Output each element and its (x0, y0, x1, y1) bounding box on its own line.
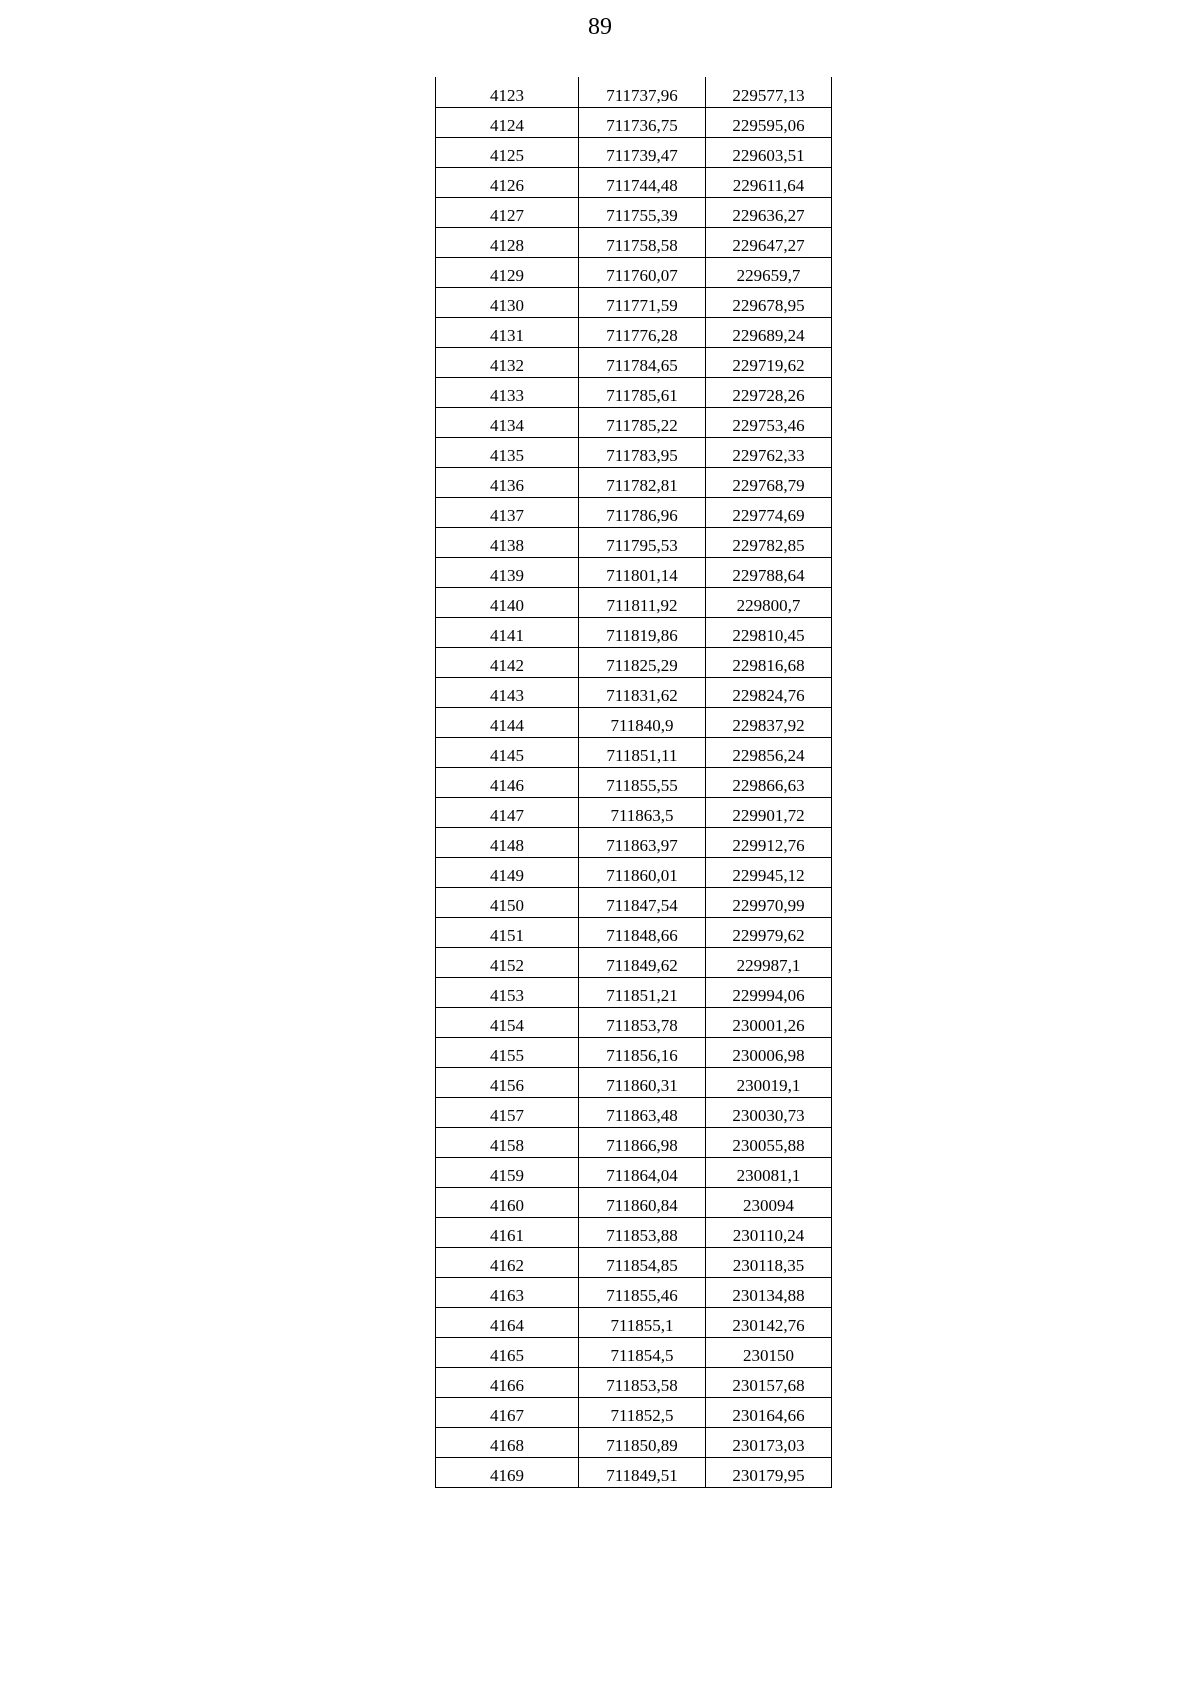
y-coordinate-cell: 229768,79 (706, 467, 832, 497)
x-coordinate-cell: 711847,54 (579, 887, 706, 917)
point-number-cell: 4149 (436, 857, 579, 887)
point-number-cell: 4143 (436, 677, 579, 707)
table-row (436, 767, 832, 797)
y-coordinate-cell: 230173,03 (706, 1427, 832, 1457)
y-coordinate-cell: 230110,24 (706, 1217, 832, 1247)
y-coordinate-cell: 229659,7 (706, 257, 832, 287)
table-row (436, 1037, 832, 1067)
table-row (436, 317, 832, 347)
table-row (436, 1367, 832, 1397)
point-number-cell: 4169 (436, 1457, 579, 1487)
y-coordinate-cell: 230030,73 (706, 1097, 832, 1127)
x-coordinate-cell: 711855,46 (579, 1277, 706, 1307)
page-number: 89 (588, 14, 612, 40)
table-row (436, 1307, 832, 1337)
point-number-cell: 4145 (436, 737, 579, 767)
point-number-cell: 4138 (436, 527, 579, 557)
x-coordinate-cell: 711855,1 (579, 1307, 706, 1337)
point-number-cell: 4151 (436, 917, 579, 947)
y-coordinate-cell: 229970,99 (706, 887, 832, 917)
point-number-cell: 4157 (436, 1097, 579, 1127)
x-coordinate-cell: 711736,75 (579, 107, 706, 137)
point-number-cell: 4165 (436, 1337, 579, 1367)
table-row (436, 1397, 832, 1427)
table-row (436, 227, 832, 257)
y-coordinate-cell: 229636,27 (706, 197, 832, 227)
table-row (436, 1457, 832, 1487)
point-number-cell: 4131 (436, 317, 579, 347)
table-row (436, 107, 832, 137)
point-number-cell: 4168 (436, 1427, 579, 1457)
table-row (436, 1127, 832, 1157)
point-number-cell: 4123 (436, 77, 579, 107)
x-coordinate-cell: 711863,48 (579, 1097, 706, 1127)
point-number-cell: 4134 (436, 407, 579, 437)
y-coordinate-cell: 229994,06 (706, 977, 832, 1007)
y-coordinate-cell: 229912,76 (706, 827, 832, 857)
table-row (436, 857, 832, 887)
x-coordinate-cell: 711782,81 (579, 467, 706, 497)
y-coordinate-cell: 230001,26 (706, 1007, 832, 1037)
y-coordinate-cell: 229788,64 (706, 557, 832, 587)
x-coordinate-cell: 711854,5 (579, 1337, 706, 1367)
table-row (436, 467, 832, 497)
x-coordinate-cell: 711860,31 (579, 1067, 706, 1097)
table-row (436, 287, 832, 317)
y-coordinate-cell: 229782,85 (706, 527, 832, 557)
point-number-cell: 4163 (436, 1277, 579, 1307)
y-coordinate-cell: 230055,88 (706, 1127, 832, 1157)
table-row (436, 887, 832, 917)
point-number-cell: 4129 (436, 257, 579, 287)
y-coordinate-cell: 230094 (706, 1187, 832, 1217)
x-coordinate-cell: 711855,55 (579, 767, 706, 797)
table-row (436, 407, 832, 437)
table-row (436, 437, 832, 467)
x-coordinate-cell: 711849,62 (579, 947, 706, 977)
y-coordinate-cell: 229753,46 (706, 407, 832, 437)
x-coordinate-cell: 711760,07 (579, 257, 706, 287)
point-number-cell: 4155 (436, 1037, 579, 1067)
point-number-cell: 4167 (436, 1397, 579, 1427)
x-coordinate-cell: 711831,62 (579, 677, 706, 707)
y-coordinate-cell: 229577,13 (706, 77, 832, 107)
table-row (436, 707, 832, 737)
point-number-cell: 4126 (436, 167, 579, 197)
x-coordinate-cell: 711853,58 (579, 1367, 706, 1397)
table-row (436, 827, 832, 857)
point-number-cell: 4158 (436, 1127, 579, 1157)
point-number-cell: 4159 (436, 1157, 579, 1187)
x-coordinate-cell: 711758,58 (579, 227, 706, 257)
table-row (436, 1007, 832, 1037)
y-coordinate-cell: 229816,68 (706, 647, 832, 677)
table-row (436, 617, 832, 647)
y-coordinate-cell: 229810,45 (706, 617, 832, 647)
point-number-cell: 4130 (436, 287, 579, 317)
x-coordinate-cell: 711811,92 (579, 587, 706, 617)
table-row (436, 137, 832, 167)
x-coordinate-cell: 711783,95 (579, 437, 706, 467)
y-coordinate-cell: 229728,26 (706, 377, 832, 407)
point-number-cell: 4128 (436, 227, 579, 257)
table-row (436, 677, 832, 707)
y-coordinate-cell: 229595,06 (706, 107, 832, 137)
table-row (436, 1277, 832, 1307)
table-row (436, 1187, 832, 1217)
point-number-cell: 4161 (436, 1217, 579, 1247)
y-coordinate-cell: 229647,27 (706, 227, 832, 257)
y-coordinate-cell: 229987,1 (706, 947, 832, 977)
point-number-cell: 4137 (436, 497, 579, 527)
x-coordinate-cell: 711819,86 (579, 617, 706, 647)
point-number-cell: 4125 (436, 137, 579, 167)
y-coordinate-cell: 229689,24 (706, 317, 832, 347)
table-row (436, 737, 832, 767)
x-coordinate-cell: 711785,61 (579, 377, 706, 407)
table-row (436, 527, 832, 557)
x-coordinate-cell: 711856,16 (579, 1037, 706, 1067)
table-row (436, 557, 832, 587)
point-number-cell: 4144 (436, 707, 579, 737)
point-number-cell: 4124 (436, 107, 579, 137)
x-coordinate-cell: 711771,59 (579, 287, 706, 317)
x-coordinate-cell: 711840,9 (579, 707, 706, 737)
point-number-cell: 4127 (436, 197, 579, 227)
x-coordinate-cell: 711863,5 (579, 797, 706, 827)
y-coordinate-cell: 229979,62 (706, 917, 832, 947)
y-coordinate-cell: 229762,33 (706, 437, 832, 467)
point-number-cell: 4146 (436, 767, 579, 797)
point-number-cell: 4139 (436, 557, 579, 587)
point-number-cell: 4150 (436, 887, 579, 917)
x-coordinate-cell: 711860,84 (579, 1187, 706, 1217)
x-coordinate-cell: 711851,11 (579, 737, 706, 767)
table-row (436, 587, 832, 617)
x-coordinate-cell: 711864,04 (579, 1157, 706, 1187)
y-coordinate-cell: 229945,12 (706, 857, 832, 887)
point-number-cell: 4166 (436, 1367, 579, 1397)
x-coordinate-cell: 711795,53 (579, 527, 706, 557)
point-number-cell: 4132 (436, 347, 579, 377)
y-coordinate-cell: 230157,68 (706, 1367, 832, 1397)
table-row (436, 647, 832, 677)
point-number-cell: 4156 (436, 1067, 579, 1097)
x-coordinate-cell: 711737,96 (579, 77, 706, 107)
y-coordinate-cell: 229837,92 (706, 707, 832, 737)
y-coordinate-cell: 230019,1 (706, 1067, 832, 1097)
x-coordinate-cell: 711854,85 (579, 1247, 706, 1277)
x-coordinate-cell: 711849,51 (579, 1457, 706, 1487)
table-row (436, 497, 832, 527)
x-coordinate-cell: 711744,48 (579, 167, 706, 197)
x-coordinate-cell: 711755,39 (579, 197, 706, 227)
table-row (436, 947, 832, 977)
x-coordinate-cell: 711863,97 (579, 827, 706, 857)
x-coordinate-cell: 711801,14 (579, 557, 706, 587)
y-coordinate-cell: 229603,51 (706, 137, 832, 167)
x-coordinate-cell: 711851,21 (579, 977, 706, 1007)
point-number-cell: 4142 (436, 647, 579, 677)
point-number-cell: 4141 (436, 617, 579, 647)
point-number-cell: 4135 (436, 437, 579, 467)
y-coordinate-cell: 230118,35 (706, 1247, 832, 1277)
x-coordinate-cell: 711853,88 (579, 1217, 706, 1247)
x-coordinate-cell: 711786,96 (579, 497, 706, 527)
table-row (436, 77, 832, 107)
x-coordinate-cell: 711776,28 (579, 317, 706, 347)
y-coordinate-cell: 229800,7 (706, 587, 832, 617)
table-row (436, 377, 832, 407)
y-coordinate-cell: 229866,63 (706, 767, 832, 797)
point-number-cell: 4152 (436, 947, 579, 977)
y-coordinate-cell: 229856,24 (706, 737, 832, 767)
y-coordinate-cell: 230134,88 (706, 1277, 832, 1307)
table-row (436, 347, 832, 377)
y-coordinate-cell: 230179,95 (706, 1457, 832, 1487)
x-coordinate-cell: 711825,29 (579, 647, 706, 677)
table-row (436, 917, 832, 947)
x-coordinate-cell: 711785,22 (579, 407, 706, 437)
point-number-cell: 4147 (436, 797, 579, 827)
y-coordinate-cell: 229678,95 (706, 287, 832, 317)
point-number-cell: 4162 (436, 1247, 579, 1277)
point-number-cell: 4164 (436, 1307, 579, 1337)
x-coordinate-cell: 711850,89 (579, 1427, 706, 1457)
table-row (436, 1337, 832, 1367)
coordinates-table-body (436, 77, 832, 1487)
table-row (436, 977, 832, 1007)
table-row (436, 1427, 832, 1457)
table-row (436, 167, 832, 197)
x-coordinate-cell: 711866,98 (579, 1127, 706, 1157)
x-coordinate-cell: 711848,66 (579, 917, 706, 947)
y-coordinate-cell: 229824,76 (706, 677, 832, 707)
table-row (436, 197, 832, 227)
y-coordinate-cell: 229774,69 (706, 497, 832, 527)
table-row (436, 1217, 832, 1247)
y-coordinate-cell: 229611,64 (706, 167, 832, 197)
table-row (436, 1097, 832, 1127)
table-row (436, 1067, 832, 1097)
point-number-cell: 4136 (436, 467, 579, 497)
coordinates-table (435, 77, 832, 1488)
x-coordinate-cell: 711853,78 (579, 1007, 706, 1037)
x-coordinate-cell: 711739,47 (579, 137, 706, 167)
y-coordinate-cell: 230164,66 (706, 1397, 832, 1427)
y-coordinate-cell: 229719,62 (706, 347, 832, 377)
x-coordinate-cell: 711852,5 (579, 1397, 706, 1427)
y-coordinate-cell: 230081,1 (706, 1157, 832, 1187)
y-coordinate-cell: 230006,98 (706, 1037, 832, 1067)
table-row (436, 1247, 832, 1277)
point-number-cell: 4148 (436, 827, 579, 857)
point-number-cell: 4154 (436, 1007, 579, 1037)
x-coordinate-cell: 711860,01 (579, 857, 706, 887)
point-number-cell: 4133 (436, 377, 579, 407)
table-row (436, 257, 832, 287)
point-number-cell: 4160 (436, 1187, 579, 1217)
y-coordinate-cell: 230150 (706, 1337, 832, 1367)
table-row (436, 1157, 832, 1187)
point-number-cell: 4140 (436, 587, 579, 617)
point-number-cell: 4153 (436, 977, 579, 1007)
table-row (436, 797, 832, 827)
y-coordinate-cell: 229901,72 (706, 797, 832, 827)
x-coordinate-cell: 711784,65 (579, 347, 706, 377)
y-coordinate-cell: 230142,76 (706, 1307, 832, 1337)
